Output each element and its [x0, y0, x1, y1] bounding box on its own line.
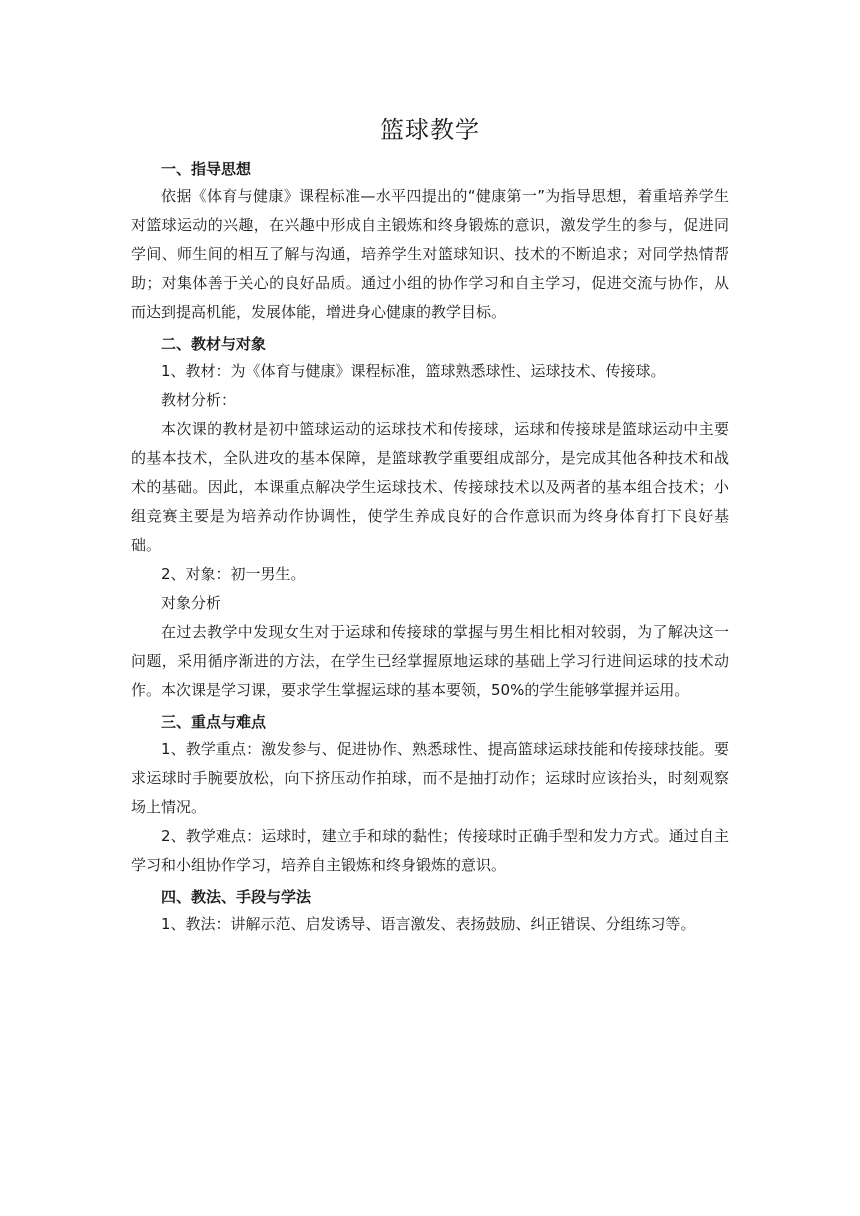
section-teaching-methods — [131, 884, 729, 939]
paragraph: 2、对象：初一男生。 — [161, 565, 306, 583]
document-title: 篮球教学 — [380, 116, 480, 144]
paragraph: 2、教学难点：运球时，建立手和球的黏性；传接球时正确手型和发力方式。通过自主学习和小组协作学习，培养自主锻炼和终身锻炼的意识。 — [131, 827, 729, 874]
paragraph: 1、教法：讲解示范、启发诱导、语言激发、表扬鼓励、纠正错误、分组练习等。 — [161, 915, 696, 933]
paragraph: 1、教材：为《体育与健康》课程标准，篮球熟悉球性、运球技术、传接球。 — [161, 362, 666, 380]
paragraph: 依据《体育与健康》课程标准—水平四提出的“健康第一”为指导思想，着重培养学生对篮球运动的兴趣，在兴趣中形成自主锻炼和终身锻炼的意识，激发学生的参与，促进同学间、师生间的相互了解与沟通，培养学生对篮球知识、技术的不断追求；对同学热情帮助；对集体善于关心的良好品质。通过小组的协作学习和自主学习，促进交流与协作，从而达到提高机能，发展体能，增进身心健康的教学目标。 — [131, 187, 729, 321]
section-heading: 二、教材与对象 — [161, 335, 267, 353]
section-guiding-ideology — [131, 156, 729, 327]
section-heading: 一、指导思想 — [161, 160, 252, 178]
section-key-points-and-difficulties — [131, 709, 729, 880]
paragraph: 教材分析： — [161, 391, 237, 409]
paragraph: 在过去教学中发现女生对于运球和传接球的掌握与男生相比相对较弱，为了解决这一问题，采用循序渐进的方法，在学生已经掌握原地运球的基础上学习行进间运球的技术动作。本次课是学习课，要求学生掌握运球的基本要领，50%的学生能够掌握并运用。 — [131, 623, 729, 699]
paragraph: 本次课的教材是初中篮球运动的运球技术和传接球，运球和传接球是篮球运动中主要的基本技术，全队进攻的基本保障，是篮球教学重要组成部分，是完成其他各种技术和战术的基础。因此，本课重点解决学生运球技术、传接球技术以及两者的基本组合技术；小组竞赛主要是为培养动作协调性，使学生养成良好的合作意识而为终身体育打下良好基础。 — [131, 420, 729, 554]
section-heading: 三、重点与难点 — [161, 713, 267, 731]
section-heading: 四、教法、手段与学法 — [161, 888, 312, 906]
paragraph: 1、教学重点：激发参与、促进协作、熟悉球性、提高篮球运球技能和传接球技能。要求运球时手腕要放松，向下挤压动作拍球，而不是抽打动作；运球时应该抬头，时刻观察场上情况。 — [131, 740, 729, 816]
section-materials-and-subjects — [131, 331, 729, 705]
paragraph: 对象分析 — [161, 594, 222, 612]
document-page — [131, 112, 729, 939]
